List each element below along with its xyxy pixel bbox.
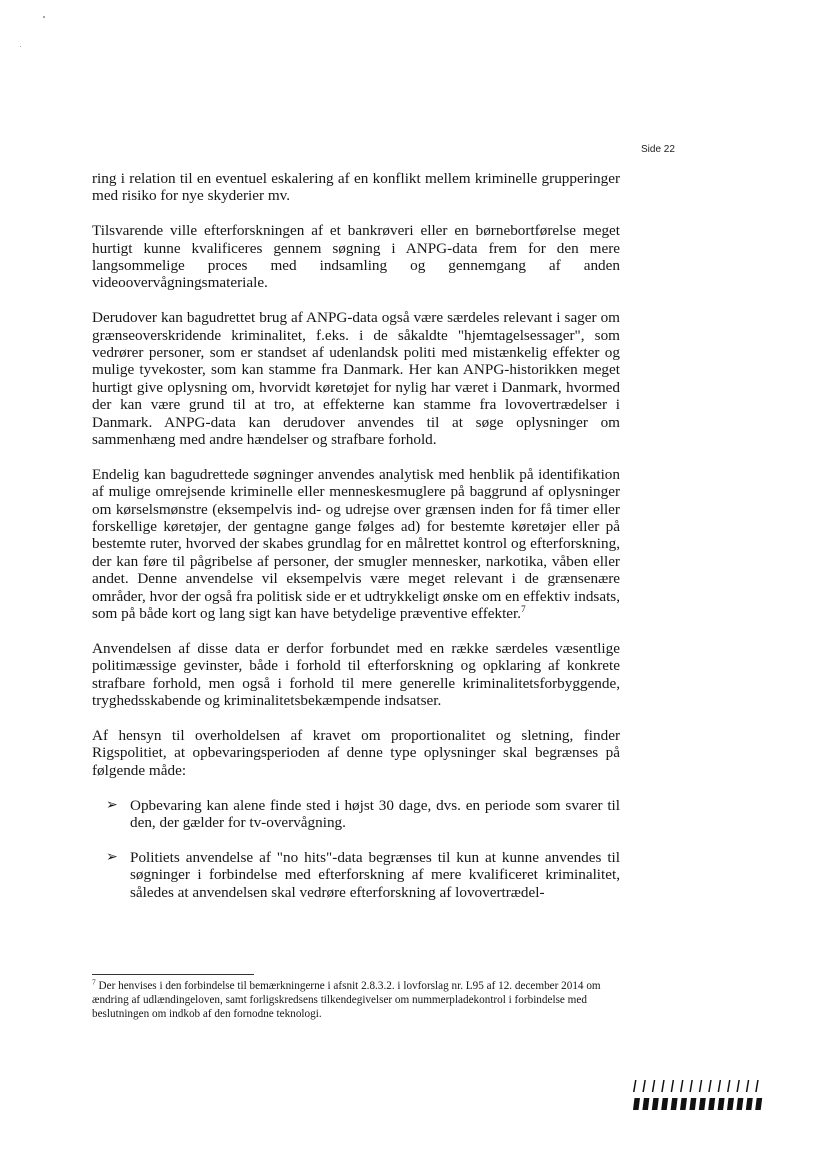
list-item (106, 796, 620, 832)
scan-speck (20, 46, 21, 47)
footnote-text: Der henvises i den forbindelse til bemærkningerne i afsnit 2.8.3.2. i lovforslag nr. L95 af 12. december 2014 om ændring af udlændingeloven, samt forligskredsens tilkendegivelser om nummerpladekontrol i forbindelse med beslutningen om indkob af den fornodne teknologi. (92, 980, 601, 1020)
page-number-label: Side 22 (641, 144, 675, 155)
barcode-bar (699, 1098, 706, 1110)
paragraph: Tilsvarende ville efterforskningen af et bankrøveri eller en børnebortførelse meget hurtigt kunne kvalificeres gennem søgning i ANPG-data frem for den mere langsommelige proces med indsamling og gennemgang af anden videoovervågningsmateriale. (92, 222, 620, 292)
paragraph: Af hensyn til overholdelsen af kravet om proportionalitet og sletning, finder Rigspolitiet, at opbevaringsperioden af denne type oplysninger skal begrænses på følgende måde: (92, 726, 620, 779)
barcode-bar (699, 1080, 703, 1092)
barcode-bar (661, 1080, 665, 1092)
document-barcode-icon (631, 1080, 764, 1114)
barcode-bar (755, 1098, 762, 1110)
paragraph (92, 466, 620, 623)
list-item-text: Politiets anvendelse af "no hits"-data begrænses til kun at kunne anvendes til søgninger i forbindelse med efterforskning af mere kvalificeret kriminalitet, således at anvendelsen skal vedrøre efterforskning af lovovertrædel- (130, 848, 620, 901)
arrowhead-bullet-icon: ➢ (106, 849, 118, 865)
barcode-bar (755, 1080, 759, 1092)
barcode-bar (727, 1080, 731, 1092)
barcode-bar (652, 1098, 659, 1110)
list-item (106, 848, 620, 901)
barcode-bar (652, 1080, 656, 1092)
barcode-bar (680, 1080, 684, 1092)
barcode-bar (671, 1080, 675, 1092)
paragraph: Anvendelsen af disse data er derfor forbundet med en række særdeles væsentlige politimæssige gevinster, både i forhold til efterforskning og opklaring af konkrete strafbare forhold, men også i forhold til mere generelle kriminalitetsforbyggende, tryghedsskabende og kriminalitetsbekæmpende indsatser. (92, 639, 620, 710)
scan-speck (43, 16, 45, 18)
paragraph: ring i relation til en eventuel eskalering af en konflikt mellem kriminelle grupperinger med risiko for nye skyderier mv. (92, 170, 620, 205)
barcode-bar (642, 1098, 649, 1110)
barcode-bar (689, 1080, 693, 1092)
barcode-bar (671, 1098, 678, 1110)
barcode-bar (642, 1080, 646, 1092)
footnote (92, 977, 612, 1021)
barcode-bar (746, 1098, 753, 1110)
bullet-list (92, 797, 620, 901)
barcode-bar (746, 1080, 750, 1092)
barcode-bar (689, 1098, 696, 1110)
barcode-bar (736, 1098, 743, 1110)
barcode-bar (680, 1098, 687, 1110)
footnote-divider (92, 974, 254, 975)
barcode-bar (736, 1080, 740, 1092)
document-body (92, 170, 620, 918)
barcode-bar (633, 1080, 637, 1092)
paragraph-text: Endelig kan bagudrettede søgninger anvendes analytisk med henblik på identifikation af mulige omrejsende kriminelle eller menneskesmuglere på baggrund af oplysninger om kørselsmønstre (eksempelvis ind- og udrejse over grænsen inden for få timer eller forskellige køretøjer, der gentagne gange følges ad) for bestemte køretøjer eller på bestemte ruter, hvorved der skabes grundlag for en målrettet kontrol og efterforskning, der kan føre til pågribelse af personer, der smugler mennesker, narkotika, våben eller andet. Denne anvendelse vil eksempelvis være meget relevant i de grænsenære områder, hvor der også fra politisk side er et udtrykkeligt ønske om en effektiv indsats, som på både kort og lang sigt kan have betydelige præventive effekter. (92, 465, 621, 623)
paragraph: Derudover kan bagudrettet brug af ANPG-data også være særdeles relevant i sager om grænseoverskridende kriminalitet, f.eks. i de såkaldte "hjemtagelsessager", som vedrører personer, som er standset af udenlandsk politi med mistænkelig effekter og mulige tyvekoster, som kan stamme fra Danmark. Her kan ANPG-historikken meget hurtigt give oplysning om, hvorvidt køretøjet for nylig har været i Danmark, hvormed der kan være grund til at tro, at effekterne kan stamme fra lovovertrædelser i Danmark. ANPG-data kan derudover anvendes til at søge oplysninger om sammenhæng med andre hændelser og strafbare forhold. (92, 309, 620, 449)
arrowhead-bullet-icon: ➢ (106, 797, 118, 813)
list-item-text: Opbevaring kan alene finde sted i højst 30 dage, dvs. en periode som svarer til den, der gælder for tv-overvågning. (130, 796, 620, 831)
barcode-bar (633, 1098, 640, 1110)
footnote-number: 7 (92, 977, 96, 987)
barcode-bar (718, 1080, 722, 1092)
barcode-bar (661, 1098, 668, 1110)
barcode-bar (708, 1080, 712, 1092)
barcode-bar (708, 1098, 715, 1110)
barcode-bar (718, 1098, 725, 1110)
footnote-reference: 7 (521, 604, 526, 615)
barcode-bar (727, 1098, 734, 1110)
